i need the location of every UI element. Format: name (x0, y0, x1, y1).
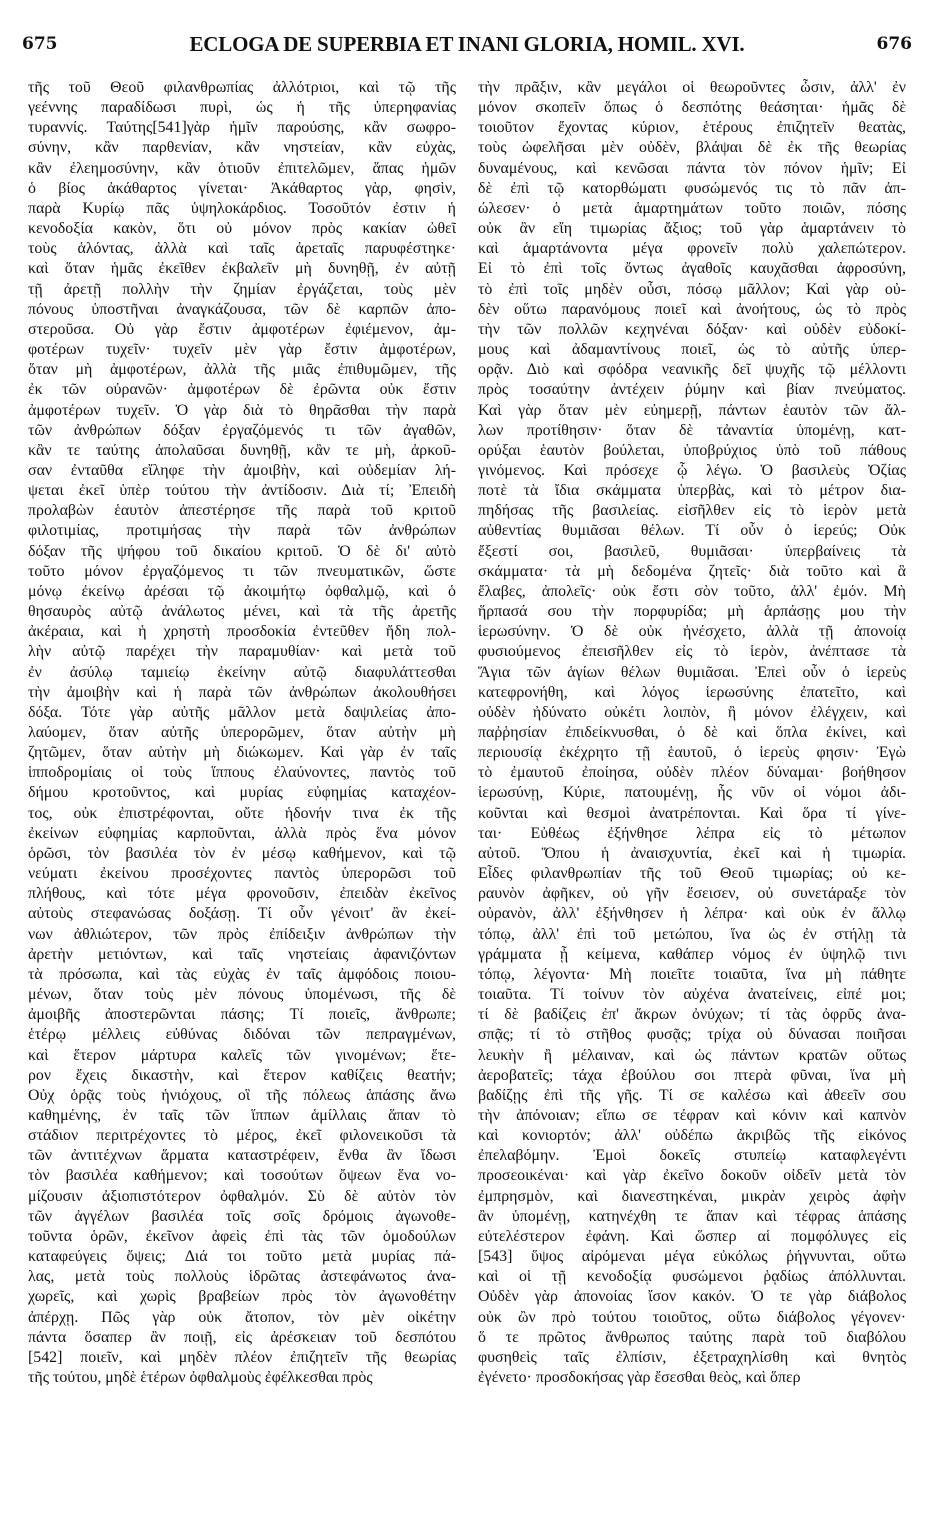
text-line: τῶν ἀνθρώπων δόξαν ἐργαζόμενός τι τῶν ἀγαθῶν, (28, 421, 456, 439)
text-line: σαν ἐνταῦθα εἴληφε τὴν ἀμοιβὴν, καὶ οὐδεμίαν λή- (28, 461, 456, 479)
text-line: κενοδοξία κακὸν, ὅτι οὐ μόνον πρὸς κακίαν ὠθεῖ (28, 220, 456, 238)
text-line: οὐδὲν ἠδύνατο οὐκέτι λοιπὸν, ἢ μόνον ἐλέγχειν, καὶ (478, 703, 906, 721)
text-line: καταφεύγεις ὄψεις; Διά τοι τοῦτο μετὰ μυρίας πά- (28, 1248, 456, 1266)
text-line: ἀκέραια, καὶ ἡ χρηστὴ προσδοκία ἐντεῦθεν ἤδη πολ- (28, 623, 456, 641)
text-line: ἱερωσύνῃ, Κύριε, πατουμένῃ, ἧς νῦν οἱ νόμοι ἀδι- (478, 784, 906, 802)
text-line: νων ἀθλιώτερον, τῶν πρὸς ἐπίδειξιν ἀνθρώπων τὴν (28, 925, 456, 943)
text-line: τυραννίς. Ταύτης[541]γὰρ ἡμῖν παρούσης, κἂν σωφρο- (28, 119, 456, 137)
text-line: μους καὶ ἀδαμαντίνους ποιεῖ, ὡς τὸ αὐτῆς ὑπερ- (478, 341, 906, 359)
text-line: τῶν ἀντιτέχνων ἅρματα καταστρέφειν, ἔνθα ἂν ἴδωσι (28, 1147, 456, 1165)
text-line: ραυνὸν ἀφῆκεν, οὐ γῆν ἔσεισεν, οὐ συνετάραξε τὸν (478, 885, 906, 903)
text-line: περιουσίᾳ ἐκέχρητο τῇ ἑαυτοῦ, ὁ ἱερεὺς φησιν· Ἐγὼ (478, 744, 906, 762)
text-line: τὴν ἀμοιβὴν καὶ ἡ παρὰ τῶν ἀνθρώπων ἀκολουθήσει (28, 683, 456, 701)
text-line: καθημένης, ἐν ταῖς τῶν ἵππων ἁμίλλαις ἅπαν τὸ (28, 1106, 456, 1124)
text-line: ἀπέρχῃ. Πῶς γὰρ οὐκ ἄτοπον, τὸν μὲν οἰκέτην (28, 1308, 456, 1326)
text-line: καὶ ἕτερον μάρτυρα καλεῖς τῶν γινομένων; ἕτε- (28, 1046, 456, 1064)
text-line: φυσιούμενος ἐπεισῆλθεν εἰς τὸ ἱερὸν, ἀνέπτασε τὰ (478, 643, 906, 661)
text-line: σύνην, κἂν παρθενίαν, κἂν νηστείαν, κἂν εὐχὰς, (28, 139, 456, 157)
text-line: προσεοικέναι· καὶ γὰρ ἐκεῖνο δοκοῦν οἰδεῖν μετὰ τὸν (478, 1167, 906, 1185)
text-line: τὴν ἀπόνοιαν; εἴπω σε τέφραν καὶ κόνιν καὶ καπνὸν (478, 1106, 906, 1124)
text-line: οὐκ ὢν πρὸ τούτου τοιοῦτος, οὕτω διάβολος γέγονεν· (478, 1308, 906, 1326)
text-line: δήμου κροτοῦντος, καὶ μυρίας εὐφημίας καταχέον- (28, 784, 456, 802)
right-text-column (478, 78, 906, 1388)
text-line: θησαυρὸς αὐτῷ ἀνάλωτος μένει, καὶ τὰ τῆς ἀρετῆς (28, 603, 456, 621)
text-line: ἐν ἀσύλῳ ταμιείῳ ἐκείνην αὐτῷ διαφυλάττεσθαι (28, 663, 456, 681)
text-line: ἀμφοτέρων τυχεῖν. Ὁ γὰρ διὰ τὸ θηρᾶσθαι τὴν παρὰ (28, 401, 456, 419)
text-line: ἔλαβες, ἀπολεῖς· οὐκ ἔστι σὸν τοῦτο, ἀλλ' ἐμόν. Μὴ (478, 582, 906, 600)
text-line: οὐρανὸν, ἀλλ' ἐξήνθησεν ἡ λέπρα· καὶ οὐκ ἐν ἄλλῳ (478, 905, 906, 923)
text-line: τόπῳ, λέγοντα· Μὴ ποιεῖτε τοιαῦτα, ἵνα μὴ πάθητε (478, 965, 906, 983)
text-line: ώλεσεν· ὁ μετὰ ἁμαρτημάτων τοῦτο ποιῶν, πόσης (478, 199, 906, 217)
text-line: γεέννης παραδίδωσι πυρὶ, ὡς ἡ τῆς ὑπερηφανίας (28, 99, 456, 117)
text-line: πάντα ὅσαπερ ἂν ποιῇ, εἰς ἀρέσκειαν τοῦ δεσπότου (28, 1328, 456, 1346)
text-line: τος, οὐκ ἐπιστρέφονται, οὔτε ἡδονήν τινα ἐκ τῆς (28, 804, 456, 822)
text-line: κἂν τε ταύτης ἀπολαῦσαι δυνηθῇ, κἂν τε μὴ, ἀρκοῦ- (28, 441, 456, 459)
text-line: γράμματα ᾖ κείμενα, καθάπερ νόμος ἐν ὑψηλῷ τινι (478, 945, 906, 963)
text-line: αὐτοῦ. Ὅπου ἡ ἀναισχυντία, ἐκεῖ καὶ ἡ τιμωρία. (478, 844, 906, 862)
text-line: ορύξαι ἑαυτὸν βούλεται, ὑποβρύχιος ὑπὸ τοῦ πάθους (478, 441, 906, 459)
text-line: μένων, ὅταν τοὺς μὲν πόνους ὑπομένωσι, τῆς δὲ (28, 986, 456, 1004)
text-line: Καὶ γὰρ ὅταν μὲν εὐημερῇ, πάντων ἑαυτὸν τῶν ἄλ- (478, 401, 906, 419)
text-line: ζητῶμεν, ὅταν αὐτὴν μὴ διώκωμεν. Καὶ γὰρ ἐν ταῖς (28, 744, 456, 762)
text-line: [543] ὕψος αἰρόμεναι μέγα εὐκόλως ῥήγνυνται, οὕτω (478, 1248, 906, 1266)
text-line: ποτὲ τὰ ἴδια σκάμματα ὑπερβὰς, καὶ τὸ μέτρον δια- (478, 482, 906, 500)
text-line: λὴν αὐτῷ παρέχει τὴν παραμυθίαν· καὶ μετὰ τοῦ (28, 643, 456, 661)
text-line: τοιοῦτον ἔχοντας κύριον, ἑτέρους ἐπιζητεῖν θεατὰς, (478, 119, 906, 137)
text-line: φιλοτιμίας, προτιμήσας τὴν παρὰ τῶν ἀνθρώπων (28, 522, 456, 540)
left-text-column (28, 78, 456, 1388)
text-line: κἂν ἐλεημοσύνην, κἂν ὁτιοῦν ἐπιτελῶμεν, ἅπας ἡμῶν (28, 159, 456, 177)
text-line: τί δὲ βαδίζεις ἐπ' ἄκρων ὀνύχων; τί τὰς ὀφρῦς ἀνα- (478, 1006, 906, 1024)
text-line: τὰ πρόσωπα, καὶ τὰς εὐχὰς ἐν ταῖς ἀμφόδοις ποιου- (28, 965, 456, 983)
text-line: ὁ βίος ἀκάθαρτος γίνεται· Ἀκάθαρτος γὰρ, φησὶν, (28, 179, 456, 197)
text-line: οὐκ ἂν εἴη τιμωρίας ἄξιος; τοῦ γὰρ ἁμαρτάνειν τὸ (478, 220, 906, 238)
text-line: σπᾷς; τί τὸ στῆθος φυσᾷς; τρίχα οὐ δύνασαι ποιῆσαι (478, 1026, 906, 1044)
text-line: ἂν ὑπομένῃ, κατηνέχθη τε ἅπαν καὶ τέφρας ἁπάσης (478, 1207, 906, 1225)
text-line: φυσηθεὶς ταῖς ἐλπίσιν, ἐξετραχηλίσθη καὶ θνητὸς (478, 1348, 906, 1366)
text-line: ται· Εὐθέως ἐξήνθησε λέπρα εἰς τὸ μέτωπον (478, 824, 906, 842)
text-line: ἱερωσύνην. Ὁ δὲ οὐκ ἠνέσχετο, ἀλλὰ τῇ ἀπονοίᾳ (478, 623, 906, 641)
text-line: πρὸς τοσαύτην ἀντέχειν ῥύμην καὶ βίαν πνεύματος. (478, 381, 906, 399)
text-line: εὐτελέστερον ἐφάνη. Καὶ ὥσπερ αἱ πομφόλυγες εἰς (478, 1227, 906, 1245)
text-line: φοτέρων τυχεῖν· τυχεῖν μὲν γὰρ ἔστιν ἀμφοτέρων, (28, 341, 456, 359)
text-line: τὸν βασιλέα καθήμενον; καὶ τοσούτων ὄψεων ἕνα νο- (28, 1167, 456, 1185)
text-line: τὴν πρᾶξιν, κἂν μεγάλοι οἱ θεωροῦντες ὦσιν, ἀλλ' ἐν (478, 79, 906, 96)
text-line: ἐκ τῶν οὐρανῶν· ἀμφοτέρων δὲ ἐρῶντα οὐκ ἔστιν (28, 381, 456, 399)
text-line: ρον ἔχεις δικαστὴν, καὶ ἕτερον καθίζεις θεατήν; (28, 1066, 456, 1084)
text-line: κοῦνται καὶ θεσμοὶ ἀνατρέπονται. Καὶ ὅρα τί γίνε- (478, 804, 906, 822)
text-line: στάδιον περιτρέχοντες τὸ μέρος, ἐκεῖ φιλονεικοῦσι τὰ (28, 1127, 456, 1145)
text-line: στεροῦσα. Οὐ γὰρ ἔστιν ἀμφοτέρων ἐφιέμενον, ἀμ- (28, 320, 456, 338)
text-line: καὶ κονιορτόν; ἀλλ' οὐδέπω ἀκριβῶς τῆς εἰκόνος (478, 1127, 906, 1145)
text-line: ἔξεστί σοι, βασιλεῦ, θυμιᾶσαι· ὑπερβαίνεις τὰ (478, 542, 906, 560)
text-line: τῇ ἀρετῇ πολλὴν τὴν ζημίαν ἐργάζεται, τοὺς μὲν (28, 280, 456, 298)
text-line: λευκὴν ἢ μέλαιναν, καὶ ὡς πάντων κρατῶν οὕτως (478, 1046, 906, 1064)
text-line: τοῦτο μόνον ἐργαζόμενος τι τῶν πνευματικῶν, ὥστε (28, 562, 456, 580)
text-line: μίζουσιν ἀξιοπιστότερον ὀφθαλμόν. Σὺ δὲ αὐτὸν τὸν (28, 1187, 456, 1205)
text-line: ὅταν μὴ ἀμφοτέρων, ἀλλὰ τῆς μιᾶς ἐπιθυμῶμεν, τῆς (28, 361, 456, 379)
text-line: ἐπελαβόμην. Ἐμοὶ δοκεῖς στυπείῳ καταφλεγέντι (478, 1147, 906, 1165)
text-line: ἐγένετο· προσδοκήσας γὰρ ἔσεσθαι θεὸς, καὶ ὅπερ (478, 1369, 801, 1386)
text-line: ορᾷν. Διὸ καὶ σφόδρα νεανικῆς δεῖ ψυχῆς τῷ μέλλοντι (478, 361, 906, 379)
text-line: ἀρετὴν μετιόντων, καὶ ταῖς νηστείαις ἀφανιζόντων (28, 945, 456, 963)
text-line: βαδίζῃς ἐπὶ τῆς γῆς. Τί σε καλέσω καὶ ἀθεεῖν σου (478, 1086, 906, 1104)
text-line: Οὐδὲν γὰρ ἀπονοίας ἴσον κακόν. Ὁ τε γὰρ διάβολος (478, 1288, 906, 1306)
text-line: λας, μετὰ τοὺς πολλοὺς ἱδρῶτας ἀστεφάνωτος ἀνα- (28, 1268, 456, 1286)
text-line: ὁρῶσι, τὸν βασιλέα τὸν ἐν μέσῳ καθήμενον, καὶ τῷ (28, 844, 456, 862)
text-line: Ἅγια τῶν ἁγίων θέλων θυμιᾶσαι. Ἐπεὶ οὖν ὁ ἱερεὺς (478, 663, 906, 681)
text-line: αὐτοὺς στεφανώσας δοξάσῃ. Τί οὖν γένοιτ' ἂν ἐκεί- (28, 905, 456, 923)
text-line: τῆς τοῦ Θεοῦ φιλανθρωπίας ἀλλότριοι, καὶ τῷ τῆς (28, 79, 456, 96)
text-line: τόπῳ, ἀλλ' ἐπὶ τοῦ μετώπου, ἵνα ὡς ἐν στήλῃ τὰ (478, 925, 906, 943)
text-line: Εἰ τὸ ἐπὶ τοῖς ὄντως ἀγαθοῖς καυχᾶσθαι ἀφροσύνη, (478, 260, 906, 278)
text-line: καὶ ἁμαρτάνοντα μέγα φρονεῖν πολὺ χαλεπώτερον. (478, 240, 906, 258)
text-line: ἱπποδρομίαις οἱ τοὺς ἵππους ἐλαύνοντες, παντὸς τοῦ (28, 764, 456, 782)
text-line: τὸ ἐπὶ τοῖς μηδὲν οὖσι, πόσῳ μᾶλλον; Καὶ γὰρ οὐ- (478, 280, 906, 298)
text-line: δὲν οὕτω παρανόμους ποιεῖ καὶ ἀνοήτους, ὡς τὸ πρὸς (478, 300, 906, 318)
running-title: ECLOGA DE SUPERBIA ET INANI GLORIA, HOMIL. XVI. (189, 32, 745, 56)
text-line: τοῦντα ὁρῶν, ἐκεῖνον ἀφεὶς ἐπὶ τὰς τῶν ὁμοδούλων (28, 1227, 456, 1245)
text-line: τὸ ἐμαυτοῦ ἐποίησα, οὐδὲν πλέον δύναμαι· βοήθησον (478, 764, 906, 782)
text-line: τῆς τούτου, μηδὲ ἑτέρων ὀφθαλμοὺς ἐφέλκεσθαι πρὸς (28, 1369, 373, 1386)
text-line: κατεφρονήθη, καὶ λόγος ἱερωσύνης ἐπατεῖτο, καὶ (478, 683, 906, 701)
text-line: τοὺς ὠφελῆσαι μὲν οὐδὲν, βλάψαι δὲ ἐκ τῆς θεωρίας (478, 139, 906, 157)
text-line: καὶ ὅταν ἡμᾶς ἐκεῖθεν ἐκβαλεῖν μὴ δυνηθῇ, ἐν αὐτῇ (28, 260, 456, 278)
text-line: παρὰ Κυρίῳ πᾶς ὑψηλοκάρδιος. Τοσοῦτόν ἐστιν ἡ (28, 199, 456, 217)
text-line: τῶν ἀγγέλων βασιλέα τοῖς σοῖς δρόμοις ἀγωνοθε- (28, 1207, 456, 1225)
text-line: ἀεροβατεῖς; τάχα ἐβούλου σοι πτερὰ φῦναι, ἵνα μὴ (478, 1066, 906, 1084)
text-line: τὴν τῶν πολλῶν κεχηνέναι δόξαν· καὶ οὐδὲν εὐδοκί- (478, 320, 906, 338)
text-line: ψεται ἐκεῖ ὑπὲρ τούτου τὴν ἀντίδοσιν. Διὰ τί; Ἐπειδὴ (28, 482, 456, 500)
page-number-right: 676 (876, 34, 912, 54)
text-line: προλαβὼν ἑαυτὸν ἀπεστέρησε τῆς παρὰ τοῦ κριτοῦ (28, 502, 456, 520)
text-line: ἐκείνων εὐφημίας καρποῦνται, ἀλλὰ πρὸς ἕνα μόνον (28, 824, 456, 842)
text-line: λαύομεν, ὅταν αὐτῆς ὑπερορῶμεν, ὅταν αὐτὴν μὴ (28, 724, 456, 741)
text-line: ὅ τε πρῶτος ἄνθρωπος ταύτης παρὰ τοῦ διαβόλου (478, 1328, 906, 1346)
text-line: μόνῳ ἐκείνῳ ἀρέσαι τῷ ἀκοιμήτῳ ὀφθαλμῷ, καὶ ὁ (28, 582, 456, 600)
text-line: πόνους ὑποστῆναι ἀναγκάζουσα, τῶν δὲ καρπῶν ἀπο- (28, 300, 456, 318)
text-line: πηδήσας τῆς βασιλείας. εἰσῆλθεν εἰς τὸ ἱερὸν μετὰ (478, 502, 906, 520)
text-line: τοὺς ἁλόντας, ἀλλὰ καὶ ταῖς ἀρεταῖς παρυφέστηκε· (28, 240, 456, 258)
running-header (22, 30, 912, 60)
text-line: [542] ποιεῖν, καὶ μηδὲν πλέον ἐπιζητεῖν τῆς θεωρίας (28, 1348, 456, 1366)
text-line: καὶ οἱ τῇ κενοδοξίᾳ φυσώμενοι ῥᾳδίως ἀπόλλυνται. (478, 1268, 906, 1286)
text-line: Εἶδες φιλανθρωπίαν τῆς τοῦ Θεοῦ τιμωρίας; οὐ κε- (478, 865, 906, 883)
text-line: παῤῥησίαν ἐπιδείκνυσθαι, ὁ δὲ καὶ ὅπλα ἐκίνει, καὶ (478, 724, 906, 741)
text-line: πλήθους, καὶ τότε μέγα φρονοῦσιν, ἐπειδὰν ἐκεῖνος (28, 885, 456, 903)
text-line: Οὐχ ὁρᾷς τοὺς ἡνιόχους, οἳ τῆς πόλεως ἁπάσης ἄνω (28, 1086, 456, 1104)
text-line: χωρεῖς, καὶ χωρὶς βραβείων πρὸς τὸν ἀγωνοθέτην (28, 1288, 456, 1306)
text-line: αὐθεντίας θυμιᾶσαι θέλων. Τί οὖν ὁ ἱερεύς; Οὐκ (478, 522, 906, 540)
text-line: ἥρπασά σου τὴν πορφυρίδα; μὴ ἁρπάσῃς μου τὴν (478, 603, 906, 621)
text-line: δόξα. Τότε γὰρ αὐτῆς μᾶλλον μετὰ δαψιλείας ἀπο- (28, 703, 456, 721)
text-line: ἐμπρησμὸν, καὶ διανεστηκέναι, μικρὰν χειρὸς ἀφὴν (478, 1187, 906, 1205)
text-line: γινόμενος. Καὶ πρόσεχε ᾧ λέγω. Ὁ βασιλεὺς Ὀζίας (478, 461, 906, 479)
text-line: μόνον σκοπεῖν ὅπως ὁ δεσπότης θεάσηται· ἡμᾶς δὲ (478, 99, 906, 117)
text-line: ἀμοιβῆς ἀποστερῶνται πάσης; Τί ποιεῖς, ἄνθρωπε; (28, 1006, 456, 1024)
text-line: δυναμένους, καὶ κενῶσαι πάντα τὸν πόνον ἡμῖν; Εἰ (478, 159, 906, 177)
text-line: λων προτίθησιν· ὅταν δὲ τἀναντία ὑπομένῃ, κατ- (478, 421, 906, 439)
text-line: δὲ ἐπὶ τῷ κατορθώματι φυσώμενός τις τὸ πᾶν ἀπ- (478, 179, 906, 197)
text-line: νεύματι ἐκείνου προσέχοντες παντὸς ὑπερορῶσι τοῦ (28, 865, 456, 883)
text-line: σκάμματα· τὰ μὴ δεδομένα ζητεῖς· διὰ τοῦτο καὶ ἃ (478, 562, 906, 580)
page-number-left: 675 (22, 34, 58, 54)
text-line: δόξαν τῆς ψήφου τοῦ δικαίου κριτοῦ. Ὁ δὲ δι' αὐτὸ (28, 542, 456, 560)
text-line: ἑτέρῳ μέλλεις εὐθύνας διδόναι τῶν πεπραγμένων, (28, 1026, 456, 1044)
text-line: τοιαῦτα. Τί τοίνυν τὸν αὐχένα ἀνατείνεις, εἰπέ μοι; (478, 986, 906, 1004)
